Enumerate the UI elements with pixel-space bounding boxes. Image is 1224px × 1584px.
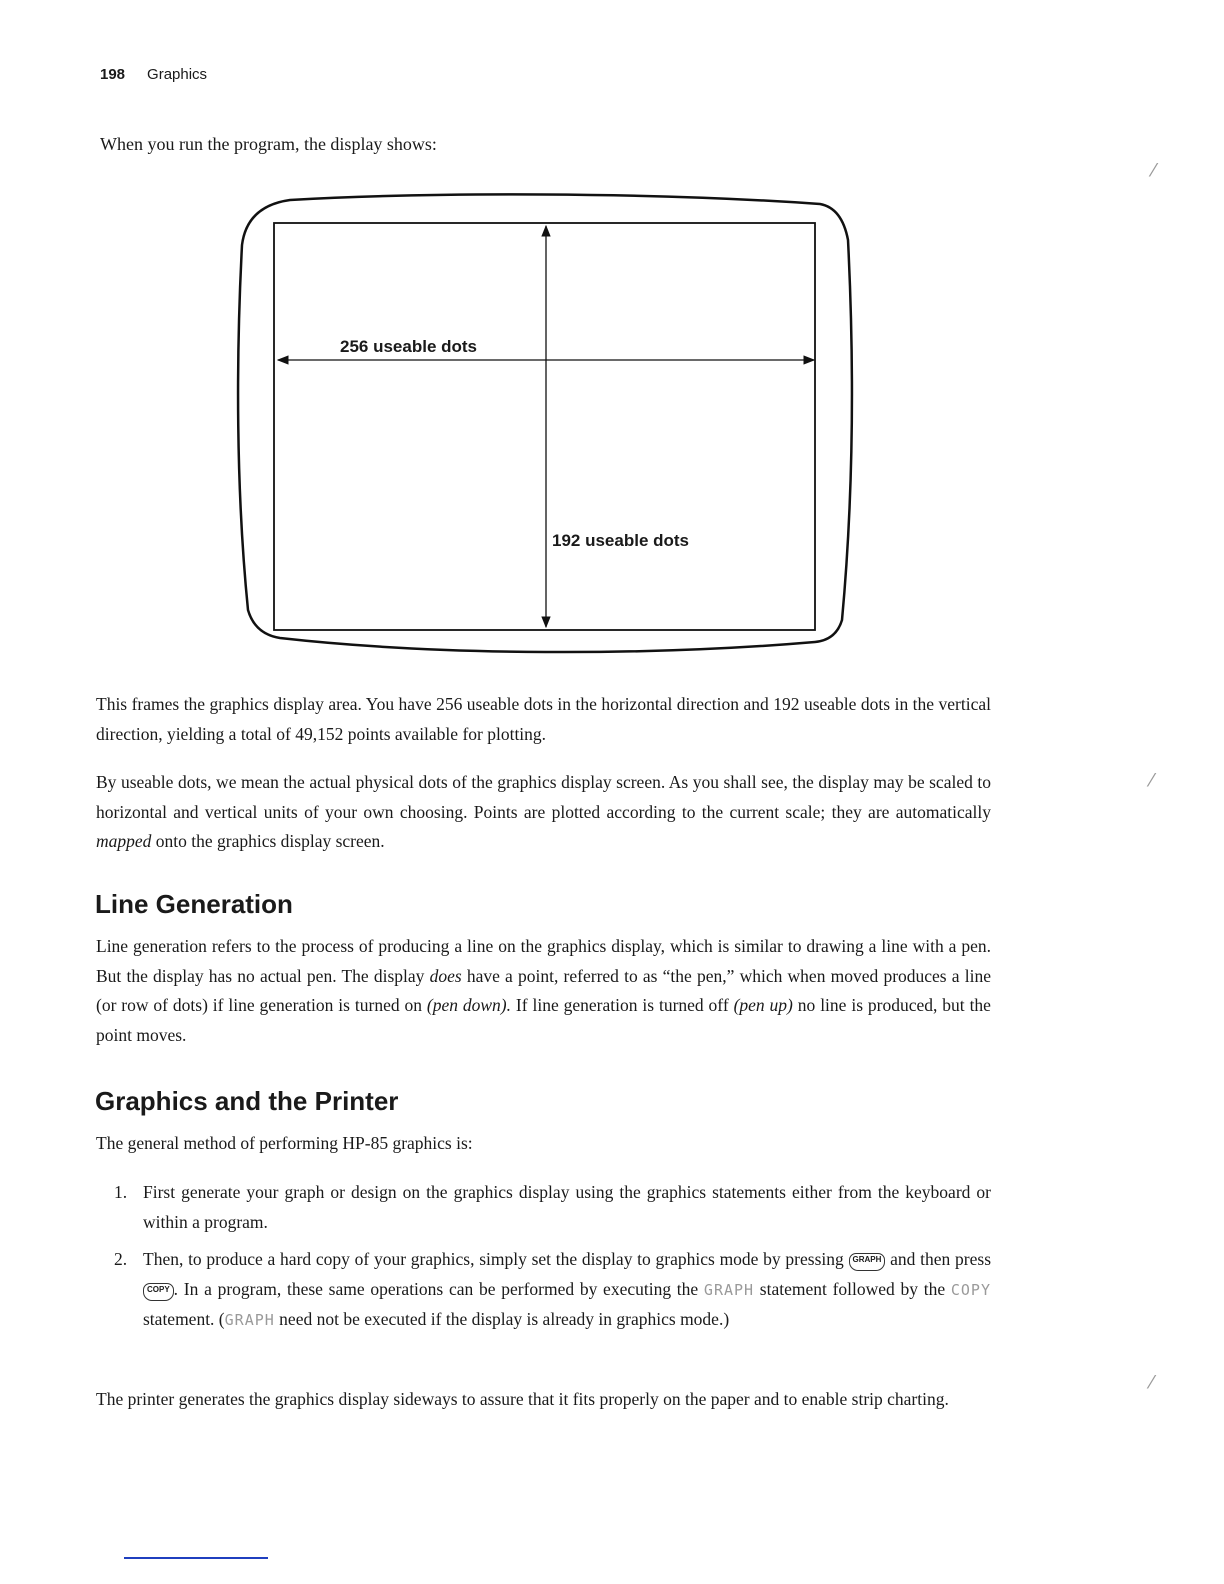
crt-screen-diagram [230, 190, 860, 662]
graph-statement: GRAPH [703, 1280, 755, 1299]
emphasis-pen-down: (pen down). [426, 995, 512, 1015]
footer-rule [124, 1557, 268, 1559]
list-number: 1. [114, 1182, 128, 1202]
paragraph-line-generation [96, 932, 991, 1050]
text-run: need not be executed if the display is already in graphics mode.) [274, 1309, 730, 1329]
intro-text: When you run the program, the display shows: [100, 134, 437, 154]
list-item-text [143, 1245, 991, 1336]
emphasis-does: does [429, 965, 462, 986]
list-item [114, 1245, 991, 1336]
scan-margin-mark: ⁄ [1152, 160, 1156, 181]
section-title: Graphics [147, 66, 208, 83]
graph-key-icon: GRAPH [849, 1253, 886, 1271]
emphasis-pen-up: (pen up) [733, 995, 793, 1015]
screen-frame [274, 223, 815, 630]
heading-graphics-printer: Graphics and the Printer [95, 1086, 399, 1116]
paragraph-printer-sideways: The printer generates the graphics display sideways to assure that it fits properly on the paper and to enable strip charting. [96, 1389, 949, 1409]
text-run: Line generation refers to the process of producing a line on the graphics display, which is similar to drawing a line with a pen. But the display has no actual pen. The display [96, 936, 991, 986]
text-run: have a point, referred to as “the pen,” which when moved produces a line (or row of dots) if line generation is turned on [96, 965, 991, 1015]
paragraph-general-method: The general method of performing HP-85 graphics is: [96, 1133, 473, 1153]
copy-statement: COPY [950, 1280, 991, 1299]
scan-margin-mark: ⁄ [1150, 1372, 1154, 1393]
text-run: no line is produced, but the point moves. [96, 995, 991, 1045]
list-item-text: First generate your graph or design on the graphics display using the graphics statements either from the keyboard or within a program. [143, 1182, 991, 1232]
crt-bezel [238, 194, 852, 652]
horizontal-dots-label: 256 useable dots [340, 337, 478, 356]
page-number: 198 [100, 66, 126, 83]
text-run: If line generation is turned off [511, 995, 734, 1015]
paragraph-display-area: This frames the graphics display area. You have 256 useable dots in the horizontal direction and 192 useable dots in the vertical direction, yielding a total of 49,152 points available for plotting. [96, 694, 991, 744]
text-run: . In a program, these same operations can be performed by executing the [173, 1278, 704, 1299]
paragraph-useable-dots [96, 768, 991, 857]
text-run: Then, to produce a hard copy of your graphics, simply set the display to graphics mode by pressing [143, 1249, 849, 1269]
text-run: and then press [885, 1249, 991, 1269]
list-item [114, 1178, 991, 1237]
copy-key-icon: COPY [143, 1283, 174, 1301]
list-number: 2. [114, 1249, 128, 1269]
display-figure [230, 190, 860, 662]
running-head [100, 66, 207, 83]
vertical-dots-label: 192 useable dots [552, 531, 690, 550]
emphasis-mapped: mapped [96, 831, 152, 851]
text-run: statement. ( [143, 1309, 225, 1329]
heading-line-generation: Line Generation [95, 889, 293, 919]
scan-margin-mark: ⁄ [1150, 770, 1154, 791]
text-run: onto the graphics display screen. [151, 831, 385, 851]
text-run: By useable dots, we mean the actual physical dots of the graphics display screen. As you shall see, the display may be scaled to horizontal and vertical units of your own choosing. Points are plotted according to the current scale; they are automatically [96, 772, 991, 822]
text-run: statement followed by the [754, 1278, 951, 1299]
graph-statement: GRAPH [224, 1311, 275, 1329]
